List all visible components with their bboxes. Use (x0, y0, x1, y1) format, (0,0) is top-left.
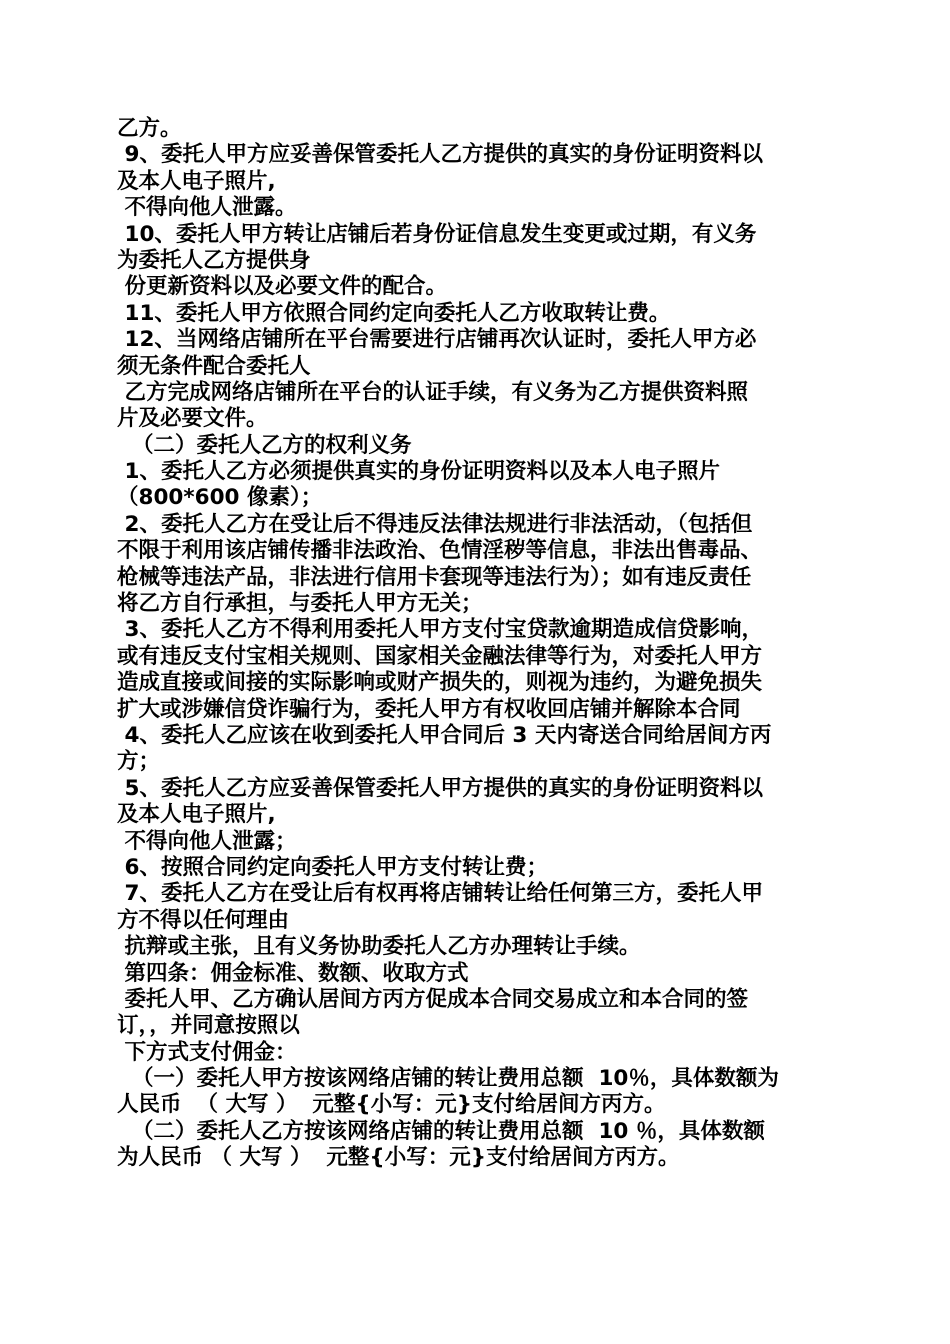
text-line: 为人民币 （ 大写 ） 元整{小写：元}支付给居间方丙方。 (117, 1145, 680, 1171)
text-line: 扩大或涉嫌信贷诈骗行为，委托人甲方有权收回店铺并解除本合同 (117, 696, 741, 722)
text-line: 委托人甲、乙方确认居间方丙方促成本合同交易成立和本合同的签 (117, 986, 748, 1012)
text-line: 及本人电子照片, (117, 168, 276, 194)
text-line: 方； (117, 749, 161, 775)
text-line: 枪械等违法产品，非法进行信用卡套现等违法行为）；如有违反责任 (117, 564, 752, 590)
text-line: 人民币 （ 大写 ） 元整{小写：元}支付给居间方丙方。 (117, 1092, 666, 1118)
text-line: 将乙方自行承担，与委托人甲方无关； (117, 591, 483, 617)
text-line: 3、委托人乙方不得利用委托人甲方支付宝贷款逾期造成信贷影响， (117, 617, 763, 643)
text-line: 不得向他人泄露； (117, 828, 297, 854)
text-line: 1、委托人乙方必须提供真实的身份证明资料以及本人电子照片 (117, 459, 720, 485)
text-line: 方不得以任何理由 (117, 907, 290, 933)
text-line: 12、当网络店铺所在平台需要进行店铺再次认证时，委托人甲方必 (117, 327, 757, 353)
text-line: 为委托人乙方提供身 (117, 247, 311, 273)
text-line: 及本人电子照片, (117, 802, 276, 828)
text-line: 造成直接或间接的实际影响或财产损失的，则视为违约，为避免损失 (117, 670, 763, 696)
text-line: 9、委托人甲方应妥善保管委托人乙方提供的真实的身份证明资料以 (117, 142, 763, 168)
text-line: 4、委托人乙应该在收到委托人甲合同后 3 天内寄送合同给居间方丙 (117, 722, 772, 748)
section-heading: （二）委托人乙方的权利义务 (117, 432, 412, 458)
article-heading: 第四条：佣金标准、数额、收取方式 (117, 960, 469, 986)
text-line: 不得向他人泄露。 (117, 195, 297, 221)
document-body (117, 116, 837, 1172)
text-line: 抗辩或主张，且有义务协助委托人乙方办理转让手续。 (117, 934, 641, 960)
text-line: 不限于利用该店铺传播非法政治、色情淫秽等信息，非法出售毒品、 (117, 538, 763, 564)
text-line: 5、委托人乙方应妥善保管委托人甲方提供的真实的身份证明资料以 (117, 775, 763, 801)
text-line: （一）委托人甲方按该网络店铺的转让费用总额 10％，具体数额为 (117, 1066, 779, 1092)
text-line: 片及必要文件。 (117, 406, 268, 432)
text-line: 乙方。 (117, 116, 182, 141)
text-line: 7、委托人乙方在受让后有权再将店铺转让给任何第三方，委托人甲 (117, 881, 763, 907)
text-line: 10、委托人甲方转让店铺后若身份证信息发生变更或过期，有义务 (117, 221, 757, 247)
text-line: 2、委托人乙方在受让后不得违反法律法规进行非法活动，（包括但 (117, 511, 753, 537)
text-line: 乙方完成网络店铺所在平台的认证手续，有义务为乙方提供资料照 (117, 379, 748, 405)
text-line: （二）委托人乙方按该网络店铺的转让费用总额 10 ％，具体数额 (117, 1118, 765, 1144)
text-line: 份更新资料以及必要文件的配合。 (117, 274, 447, 300)
text-line: 或有违反支付宝相关规则、国家相关金融法律等行为，对委托人甲方 (117, 643, 763, 669)
text-line: 11、委托人甲方依照合同约定向委托人乙方收取转让费。 (117, 300, 671, 326)
text-line: 须无条件配合委托人 (117, 353, 311, 379)
text-line: 订，，并同意按照以 (117, 1013, 300, 1039)
text-line: 6、按照合同约定向委托人甲方支付转让费； (117, 854, 548, 880)
text-line: 下方式支付佣金： (117, 1039, 297, 1065)
text-line: （800*600 像素）； (117, 485, 323, 511)
